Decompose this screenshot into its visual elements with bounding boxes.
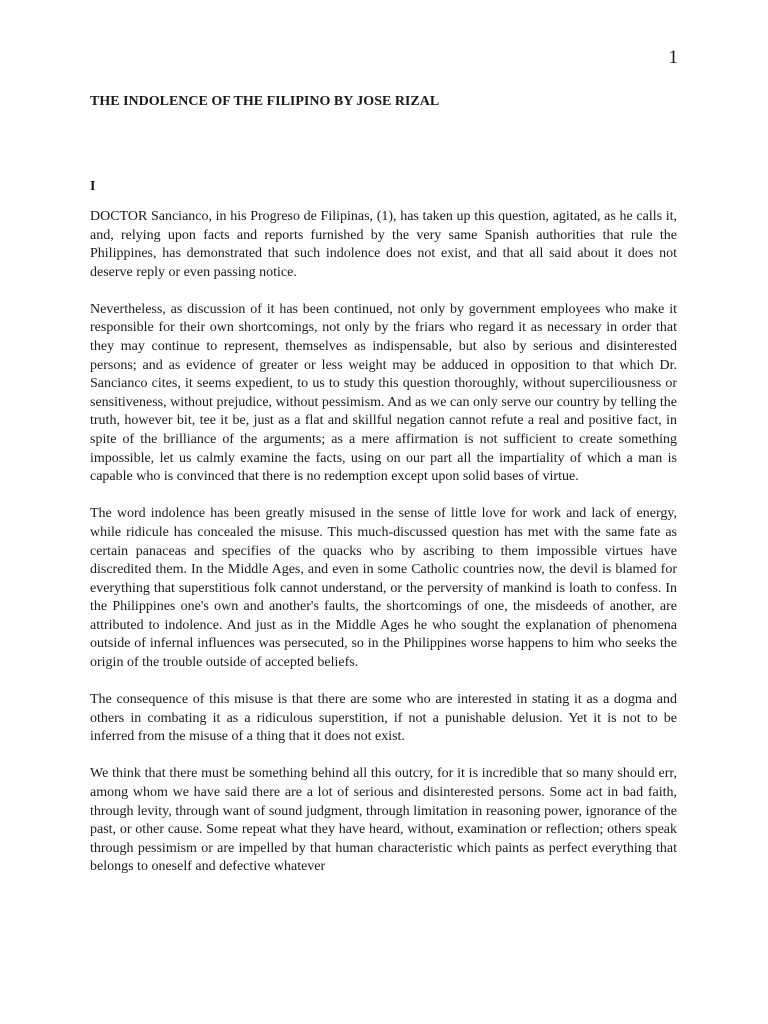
section-heading: I bbox=[90, 179, 96, 194]
paragraph: We think that there must be something behind all this outcry, for it is incredible that so many should err, among whom we have said there are a lot of serious and disinterested persons. Some act in bad faith, through levity, through want of sound judgment, through limitation in reasoning power, ignorance of the past, or other cause. Some repeat what they have heard, without, examination or reflection; others speak through pessimism or are impelled by that human characteristic which paints as perfect everything that belongs to oneself and defective whatever bbox=[90, 766, 677, 875]
paragraph: DOCTOR Sancianco, in his Progreso de Filipinas, (1), has taken up this question, agitated, as he calls it, and, relying upon facts and reports furnished by the very same Spanish authorities that rule the Philippines, has demonstrated that such indolence does not exist, and that all said about it does not deserve reply or even passing notice. bbox=[90, 209, 677, 280]
document-title: THE INDOLENCE OF THE FILIPINO BY JOSE RIZAL bbox=[90, 94, 440, 109]
paragraph: Nevertheless, as discussion of it has been continued, not only by government employees who make it responsible for their own shortcomings, not only by the friars who regard it as necessary in order that they may continue to represent, themselves as indispensable, but also by serious and disinterested persons; and as evidence of greater or less weight may be adduced in opposition to that which Dr. Sancianco cites, it seems expedient, to us to study this question thoroughly, without superciliousness or sensitiveness, without prejudice, without pessimism. And as we can only serve our country by telling the truth, however bit, tee it be, just as a flat and skillful negation cannot refute a real and positive fact, in spite of the brilliance of the arguments; as a mere affirmation is not sufficient to create something impossible, let us calmly examine the facts, using on our part all the impartiality of which a man is capable who is convinced that there is no redemption except upon solid bases of virtue. bbox=[90, 301, 677, 485]
page-number: 1 bbox=[668, 47, 678, 68]
paragraph: The word indolence has been greatly misused in the sense of little love for work and lack of energy, while ridicule has concealed the misuse. This much-discussed question has met with the same fate as certain panaceas and specifies of the quacks who by ascribing to them impossible virtues have discredited them. In the Middle Ages, and even in some Catholic countries now, the devil is blamed for everything that superstitious folk cannot understand, or the perversity of mankind is loath to confess. In the Philippines one's own and another's faults, the shortcomings of one, the misdeeds of another, are attributed to indolence. And just as in the Middle Ages he who sought the explanation of phenomena outside of infernal influences was persecuted, so in the Philippines worse happens to him who seeks the origin of the trouble outside of accepted beliefs. bbox=[90, 506, 677, 671]
body-text bbox=[90, 208, 677, 896]
paragraph: The consequence of this misuse is that there are some who are interested in stating it as a dogma and others in combating it as a ridiculous superstition, if not a punishable delusion. Yet it is not to be inferred from the misuse of a thing that it does not exist. bbox=[90, 692, 677, 745]
